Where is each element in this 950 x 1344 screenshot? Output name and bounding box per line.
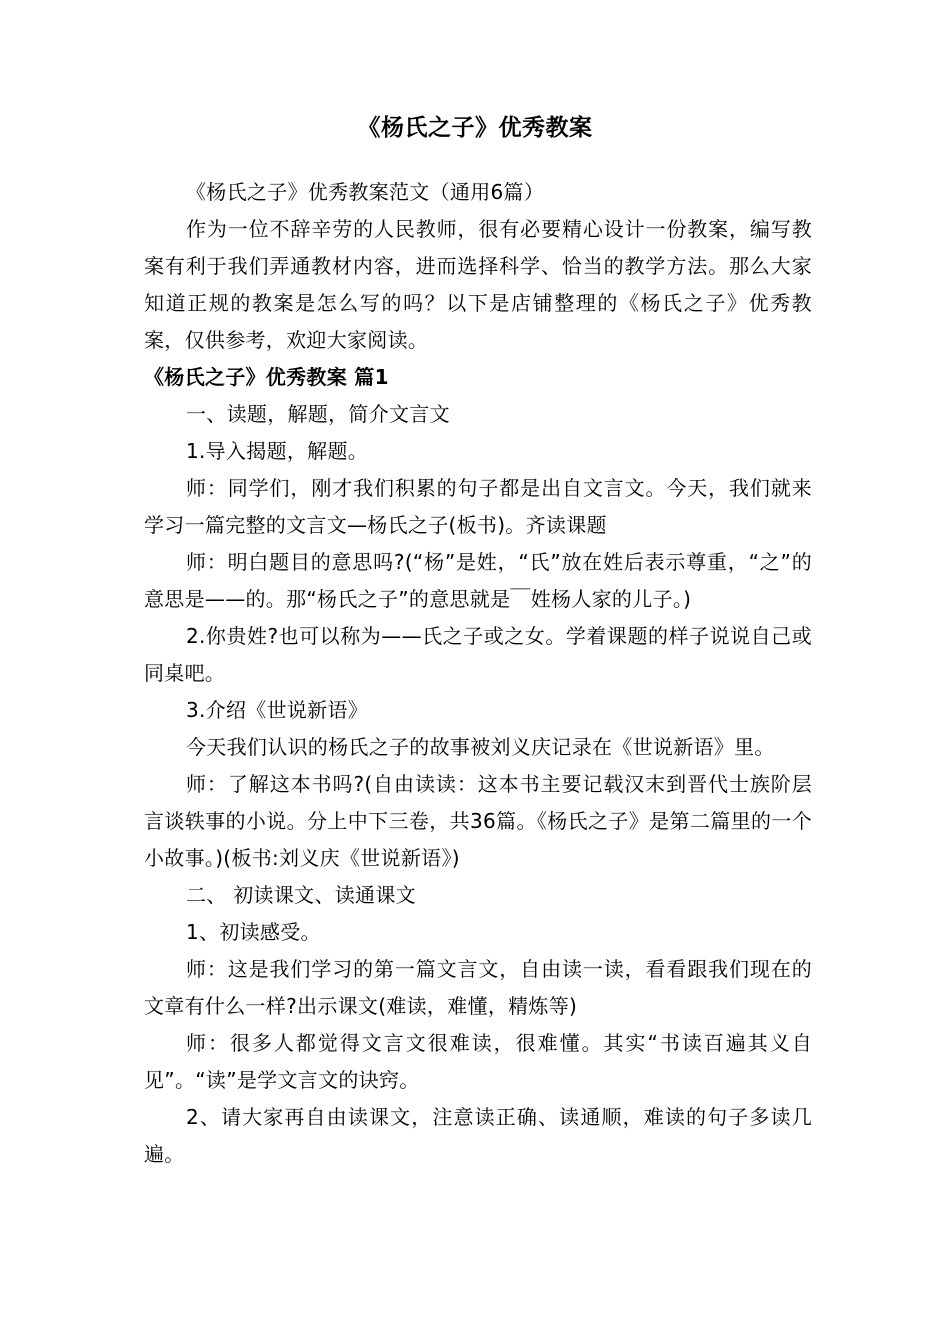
subtitle-paragraph: 《杨氏之子》优秀教案范文（通用6篇） [186, 180, 545, 204]
paragraph: 1、初读感受。 [186, 920, 321, 944]
section-heading: 《杨氏之子》优秀教案 篇1 [144, 365, 389, 389]
paragraph: 一、读题，解题，简介文言文 [186, 402, 450, 426]
paragraph: 师：明白题目的意思吗?(“杨”是姓，“氏”放在姓后表示尊重，“之”的意思是——的。那“杨氏之子”的意思就是￣姓杨人家的儿子。) [144, 550, 812, 611]
paragraph: 今天我们认识的杨氏之子的故事被刘义庆记录在《世说新语》里。 [186, 735, 775, 759]
paragraph: 2、请大家再自由读课文，注意读正确、读通顺，难读的句子多读几遍。 [144, 1105, 812, 1166]
document-body [144, 174, 812, 1173]
paragraph: 二、 初读课文、读通课文 [186, 883, 416, 907]
intro-paragraph: 作为一位不辞辛劳的人民教师，很有必要精心设计一份教案，编写教案有利于我们弄通教材内容，进而选择科学、恰当的教学方法。那么大家知道正规的教案是怎么写的吗？以下是店铺整理的《杨氏之子》优秀教案，仅供参考，欢迎大家阅读。 [144, 217, 812, 352]
paragraph: 师：这是我们学习的第一篇文言文，自由读一读，看看跟我们现在的文章有什么一样?出示课文(难读，难懂，精炼等) [144, 957, 812, 1018]
paragraph: 师：很多人都觉得文言文很难读，很难懂。其实“书读百遍其义自见”。“读”是学文言文的诀窍。 [144, 1031, 812, 1092]
paragraph: 师：了解这本书吗?(自由读读：这本书主要记载汉末到晋代士族阶层言谈轶事的小说。分上中下三卷，共36篇。《杨氏之子》是第二篇里的一个小故事。)(板书:刘义庆《世说新语》) [144, 772, 812, 870]
paragraph: 1.导入揭题，解题。 [186, 439, 369, 463]
paragraph: 3.介绍《世说新语》 [186, 698, 369, 722]
document-title: 《杨氏之子》优秀教案 [357, 115, 593, 141]
paragraph: 2.你贵姓?也可以称为——氏之子或之女。学着课题的样子说说自己或同桌吧。 [144, 624, 812, 685]
paragraph: 师：同学们，刚才我们积累的句子都是出自文言文。今天，我们就来学习一篇完整的文言文—杨氏之子(板书)。齐读课题 [144, 476, 812, 537]
